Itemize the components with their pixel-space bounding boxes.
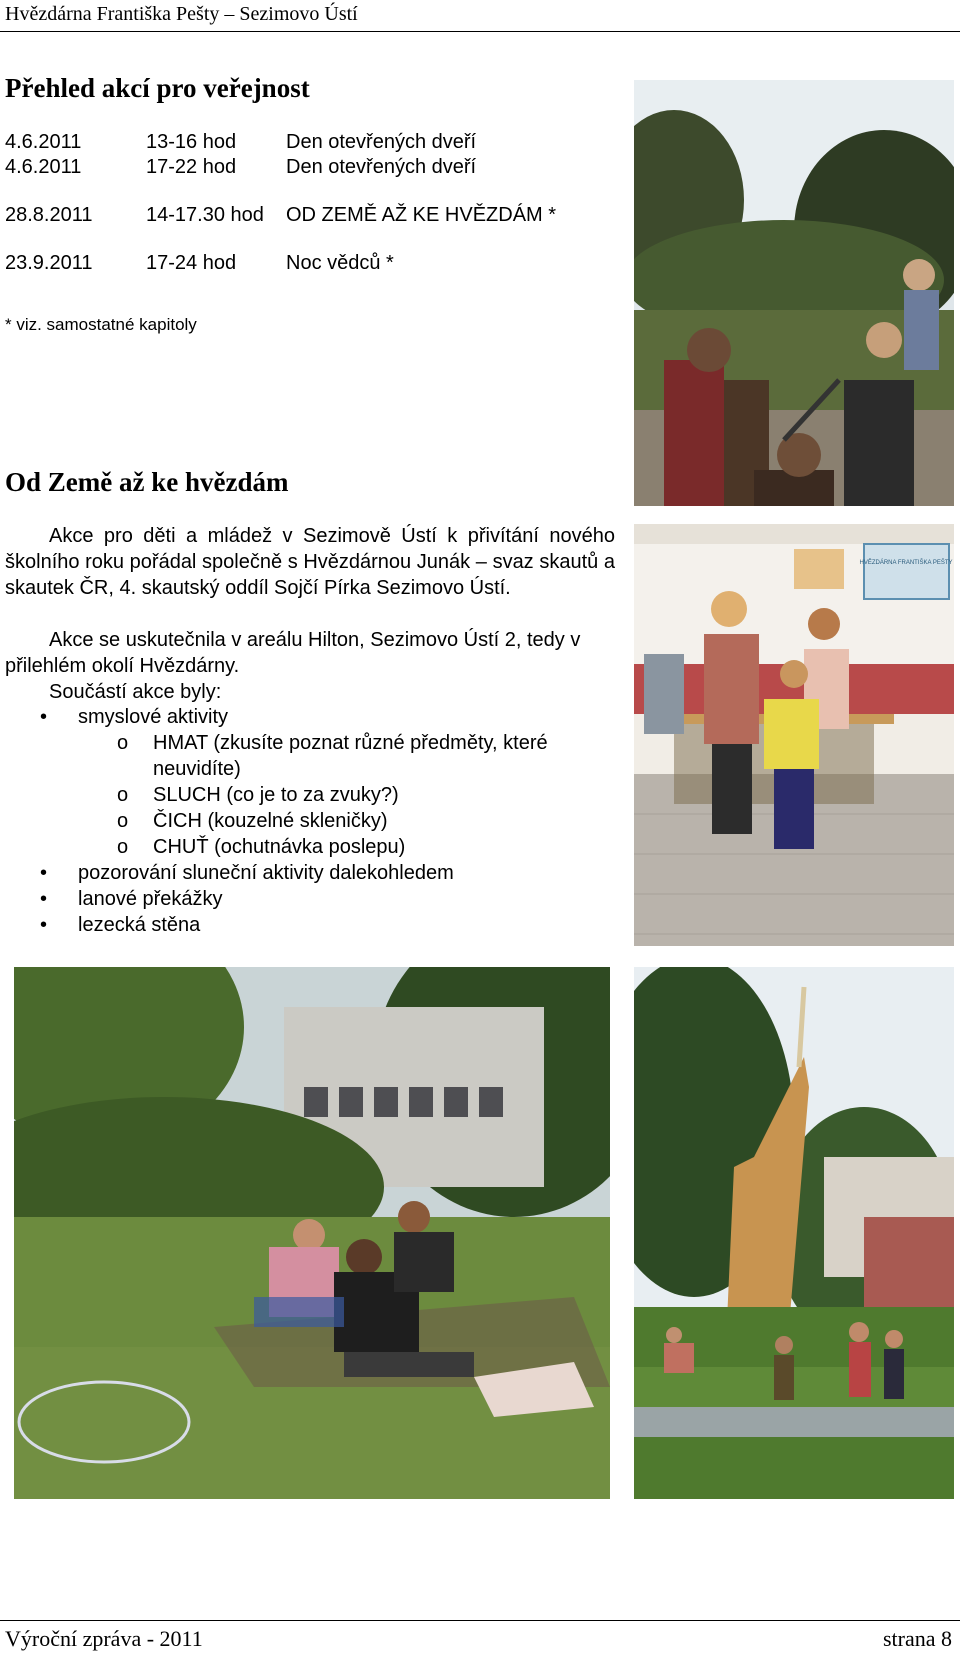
bullet-symbol: •: [40, 706, 48, 728]
bullet-symbol: •: [40, 888, 48, 910]
event-date: 28.8.2011: [5, 204, 93, 226]
event-name: Den otevřených dveří: [286, 156, 477, 178]
section-heading-events: Přehled akcí pro veřejnost: [5, 73, 310, 103]
event-date: 4.6.2011: [5, 131, 82, 153]
sub-list-item: SLUCH (co je to za zvuky?): [153, 784, 399, 806]
sub-list-item: HMAT (zkusíte poznat různé předměty, které: [153, 732, 548, 754]
photo-kids-on-grass: [14, 967, 610, 1499]
photo-climbing-wall: [634, 967, 954, 1499]
event-name: Noc vědců *: [286, 252, 394, 274]
photo-sensory-activities: [634, 524, 954, 946]
footer-title: Výroční zpráva - 2011: [5, 1626, 203, 1651]
sub-bullet-symbol: o: [117, 732, 129, 754]
event-date: 23.9.2011: [5, 252, 93, 274]
page-number: strana 8: [882, 1626, 952, 1651]
photo-telescope-observation: [634, 80, 954, 506]
bullet-symbol: •: [40, 914, 48, 936]
list-item: lezecká stěna: [78, 914, 201, 936]
footnote: * viz. samostatné kapitoly: [5, 315, 197, 334]
list-item: pozorování sluneční aktivity dalekohledem: [78, 862, 454, 884]
sub-bullet-symbol: o: [117, 784, 129, 806]
running-header: Hvězdárna Františka Pešty – Sezimovo Ústí: [5, 3, 358, 25]
paragraph-venue: Akce se uskutečnila v areálu Hilton, Sezimovo Ústí 2, tedy v přilehlém okolí Hvězdárny.: [5, 629, 581, 677]
sub-bullet-symbol: o: [117, 836, 129, 858]
sub-list-item: ČICH (kouzelné skleničky): [153, 810, 388, 832]
event-name: Den otevřených dveří: [286, 131, 477, 153]
paragraph-intro: Akce pro děti a mládež v Sezimově Ústí k přivítání nového školního roku pořádal společně s Hvězdárnou Junák – svaz skautů a skautek ČR, 4. skautský oddíl Sojčí Pírka Sezimovo Ústí.: [5, 525, 615, 599]
event-date: 4.6.2011: [5, 156, 82, 178]
header-rule: [0, 31, 960, 32]
sub-list-item: CHUŤ (ochutnávka poslepu): [153, 836, 406, 858]
sign-text: HVĚZDÁRNA FRANTIŠKA PEŠTY: [859, 560, 953, 566]
footer-rule: [0, 1620, 960, 1621]
section-heading-event-detail: Od Země až ke hvězdám: [5, 467, 289, 497]
bullet-symbol: •: [40, 862, 48, 884]
sub-bullet-symbol: o: [117, 810, 129, 832]
paragraph-activities-intro: Součástí akce byly:: [49, 681, 222, 703]
event-time: 17-24 hod: [146, 252, 237, 274]
event-time: 13-16 hod: [146, 131, 237, 153]
sub-list-item-continuation: neuvidíte): [153, 758, 241, 780]
event-time: 14-17.30 hod: [146, 204, 264, 226]
list-item: lanové překážky: [78, 888, 223, 910]
list-item: smyslové aktivity: [78, 706, 229, 728]
event-time: 17-22 hod: [146, 156, 237, 178]
event-name: OD ZEMĚ AŽ KE HVĚZDÁM *: [286, 204, 557, 226]
